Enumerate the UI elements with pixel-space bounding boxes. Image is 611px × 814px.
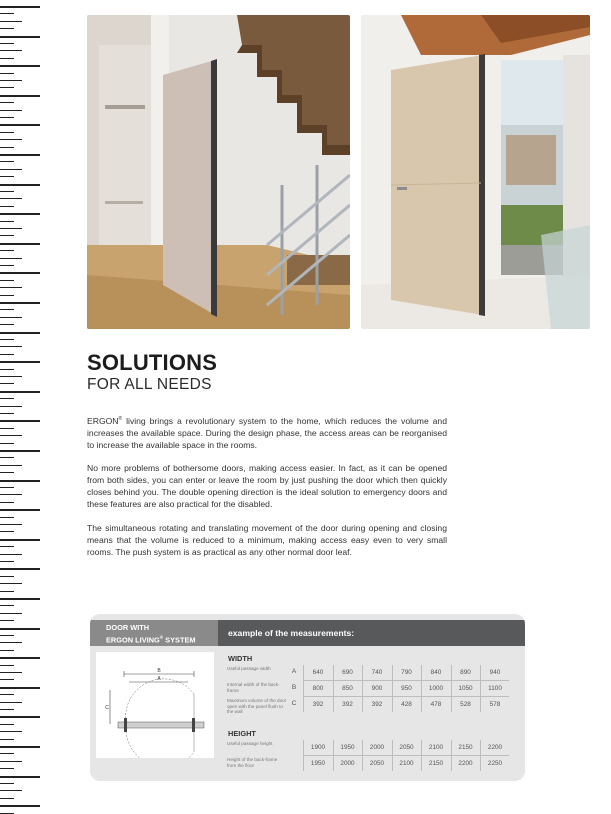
ruler-tick [0, 457, 14, 458]
ruler-tick [0, 546, 14, 547]
table-cell: 940 [480, 665, 509, 680]
ruler-tick [0, 110, 22, 111]
row-label: Internal width of the back-frame [227, 682, 280, 693]
ruler-tick [0, 465, 22, 466]
door-system-heading-suffix: SYSTEM [163, 635, 196, 645]
ruler-tick [0, 805, 40, 807]
table-row [227, 681, 509, 696]
ruler-tick [0, 383, 14, 384]
ruler-tick [0, 346, 22, 347]
table-cell: 2050 [392, 740, 421, 755]
ruler-tick [0, 746, 40, 748]
ruler-tick [0, 450, 40, 452]
body-text [87, 414, 447, 571]
ruler-tick [0, 480, 40, 482]
ruler-tick [0, 73, 14, 74]
row-values [303, 681, 509, 697]
ruler-tick [0, 6, 40, 8]
ruler-tick [0, 272, 40, 274]
table-cell: 1100 [480, 681, 509, 696]
table-cell: 478 [421, 697, 450, 712]
ruler-tick [0, 58, 14, 59]
row-values [303, 756, 509, 771]
diagram-label-a: A [157, 676, 161, 682]
ruler-tick [0, 36, 40, 38]
row-label: Useful passage height [227, 741, 273, 746]
ruler-tick [0, 361, 40, 363]
ruler-tick [0, 672, 22, 673]
table-cell: 2150 [451, 740, 480, 755]
ruler-tick [0, 598, 40, 600]
ruler-tick [0, 628, 40, 630]
table-cell: 690 [333, 665, 362, 680]
door-system-heading-brand: ERGON LIVING [106, 635, 160, 645]
table-cell: 640 [303, 665, 332, 680]
table-cell: 950 [392, 681, 421, 696]
ruler-tick [0, 87, 14, 88]
ruler-tick [0, 391, 40, 393]
ruler-tick [0, 147, 14, 148]
ruler-tick [0, 554, 22, 555]
ruler-tick [0, 95, 40, 97]
ruler-tick [0, 250, 14, 251]
table-cell: 528 [451, 697, 480, 712]
ruler-tick [0, 709, 14, 710]
table-cell: 2250 [480, 756, 509, 771]
ruler-tick [0, 731, 22, 732]
ruler-tick [0, 761, 22, 762]
door-system-heading [90, 620, 218, 646]
ruler-tick [0, 576, 14, 577]
table-cell: 2000 [333, 756, 362, 771]
table-cell: 900 [362, 681, 391, 696]
ruler-tick [0, 213, 40, 215]
paragraph-1-text: living brings a revolutionary system to the home, which reduces the volume and increases the available space. During the design phase, the access areas can be reorganised to increase the available space in the rooms. [87, 415, 447, 450]
ruler-tick [0, 28, 14, 29]
ruler-tick [0, 650, 14, 651]
table-cell: 392 [303, 697, 332, 712]
row-code: A [291, 668, 297, 675]
ruler-tick [0, 154, 40, 156]
ruler-tick [0, 132, 14, 133]
ruler-tick [0, 102, 14, 103]
ruler-tick [0, 221, 14, 222]
table-cell: 890 [451, 665, 480, 680]
table-cell: 790 [392, 665, 421, 680]
ruler-tick [0, 354, 14, 355]
ruler-tick [0, 613, 22, 614]
ruler-tick [0, 65, 40, 67]
table-cell: 2150 [421, 756, 450, 771]
ruler-tick [0, 176, 14, 177]
ruler-tick [0, 694, 14, 695]
ruler-tick [0, 43, 14, 44]
ruler-tick [0, 309, 14, 310]
row-values [303, 740, 509, 756]
ruler-tick [0, 13, 14, 14]
ruler-tick [0, 191, 14, 192]
ruler-tick [0, 783, 14, 784]
ruler-tick [0, 243, 40, 245]
ruler-tick [0, 443, 14, 444]
ruler-tick [0, 716, 40, 718]
table-cell: 2200 [480, 740, 509, 755]
table-cell: 2050 [362, 756, 391, 771]
ruler-tick [0, 258, 22, 259]
row-values [303, 697, 509, 712]
brand-name: ERGON [87, 415, 119, 426]
page-subtitle: FOR ALL NEEDS [87, 376, 212, 393]
table-cell: 800 [303, 681, 332, 696]
door-system-heading-line1: DOOR WITH [106, 623, 150, 632]
row-label: Height of the back-frame from the floor [227, 757, 278, 768]
ruler-tick [0, 280, 14, 281]
ruler-tick [0, 739, 14, 740]
row-values [303, 665, 509, 681]
ruler-tick [0, 265, 14, 266]
table-row [227, 665, 509, 680]
ruler-tick [0, 702, 22, 703]
ruler-tick [0, 317, 22, 318]
ruler-tick [0, 524, 22, 525]
door-plan-diagram [96, 652, 214, 758]
ruler-tick [0, 295, 14, 296]
diagram-label-c: C [105, 705, 109, 711]
table-cell: 2000 [362, 740, 391, 755]
ruler-tick [0, 287, 22, 288]
ruler-tick [0, 139, 22, 140]
ruler-tick [0, 494, 22, 495]
ruler-tick [0, 531, 14, 532]
row-code: C [291, 700, 297, 707]
ruler-tick [0, 302, 40, 304]
ruler-tick [0, 420, 40, 422]
ruler-tick [0, 665, 14, 666]
table-cell: 428 [392, 697, 421, 712]
ruler-tick [0, 472, 14, 473]
table-cell: 1000 [421, 681, 450, 696]
ruler-tick [0, 642, 22, 643]
ruler-tick [0, 184, 40, 186]
ruler-tick [0, 539, 40, 541]
table-cell: 740 [362, 665, 391, 680]
table-cell: 850 [333, 681, 362, 696]
ruler-tick [0, 635, 14, 636]
table-cell: 1950 [333, 740, 362, 755]
paragraph-1 [87, 414, 447, 452]
paragraph-3: The simultaneous rotating and translating movement of the door during opening and closing means that the volume is reduced to a minimum, making access easy even to very small rooms. The push system is as practical as any other normal door leaf. [87, 522, 447, 557]
ruler-tick [0, 605, 14, 606]
ruler-tick [0, 435, 22, 436]
ruler-tick [0, 206, 14, 207]
ruler-tick [0, 798, 14, 799]
height-section-label: HEIGHT [228, 729, 256, 738]
ruler-tick [0, 487, 14, 488]
measurements-heading: example of the measurements: [218, 620, 525, 646]
ruler-tick [0, 657, 40, 659]
ruler-tick [0, 21, 22, 22]
ruler-tick [0, 339, 14, 340]
ruler-tick [0, 324, 14, 325]
ruler-tick [0, 591, 14, 592]
table-cell: 392 [362, 697, 391, 712]
ruler-tick [0, 369, 14, 370]
table-row [227, 740, 509, 755]
wood-door-photo [361, 15, 590, 329]
ruler-tick [0, 502, 14, 503]
ruler-tick [0, 679, 14, 680]
ruler-tick [0, 724, 14, 725]
row-code: B [291, 684, 297, 691]
table-cell: 392 [333, 697, 362, 712]
staircase-door-photo [87, 15, 350, 329]
ruler-tick [0, 583, 22, 584]
ruler-tick [0, 517, 14, 518]
ruler-tick [0, 235, 14, 236]
ruler-tick [0, 50, 22, 51]
table-row [227, 756, 509, 771]
ruler-tick [0, 161, 14, 162]
ruler-tick [0, 124, 40, 126]
table-cell: 840 [421, 665, 450, 680]
ruler-tick [0, 413, 14, 414]
width-section-label: WIDTH [228, 654, 253, 663]
table-cell: 1900 [303, 740, 332, 755]
ruler-tick [0, 753, 14, 754]
ruler-tick [0, 790, 22, 791]
table-cell: 2100 [421, 740, 450, 755]
ruler-tick [0, 776, 40, 778]
paragraph-2: No more problems of bothersome doors, making access easier. In fact, as it can be opened from both sides, you can enter or leave the room by just pushing the door which then quickly closes behind you. The double opening direction is the ideal solution to emergency doors and these features are also practical for the disabled. [87, 463, 447, 510]
page-ruler [0, 0, 42, 813]
ruler-tick [0, 117, 14, 118]
ruler-tick [0, 398, 14, 399]
table-cell: 2100 [392, 756, 421, 771]
table-cell: 2200 [451, 756, 480, 771]
ruler-tick [0, 376, 22, 377]
registered-mark: ® [159, 635, 164, 640]
page-title: SOLUTIONS [87, 350, 218, 375]
table-cell: 1050 [451, 681, 480, 696]
ruler-tick [0, 509, 40, 511]
table-cell: 1950 [303, 756, 332, 771]
ruler-tick [0, 198, 22, 199]
table-cell: 578 [480, 697, 509, 712]
row-label: Useful passage width [227, 666, 271, 671]
table-row [227, 697, 509, 715]
ruler-tick [0, 620, 14, 621]
door-system-heading-line2 [106, 633, 218, 645]
ruler-tick [0, 332, 40, 334]
ruler-tick [0, 169, 22, 170]
ruler-tick [0, 428, 14, 429]
ruler-tick [0, 406, 22, 407]
ruler-tick [0, 228, 22, 229]
ruler-tick [0, 768, 14, 769]
ruler-tick [0, 568, 40, 570]
measurements-panel [90, 614, 525, 781]
ruler-tick [0, 687, 40, 689]
ruler-tick [0, 80, 22, 81]
row-label: Maximum volume of the door open with the panel flush to the wall [227, 698, 287, 715]
registered-mark: ® [118, 416, 123, 422]
diagram-label-b: B [157, 668, 161, 674]
ruler-tick [0, 561, 14, 562]
